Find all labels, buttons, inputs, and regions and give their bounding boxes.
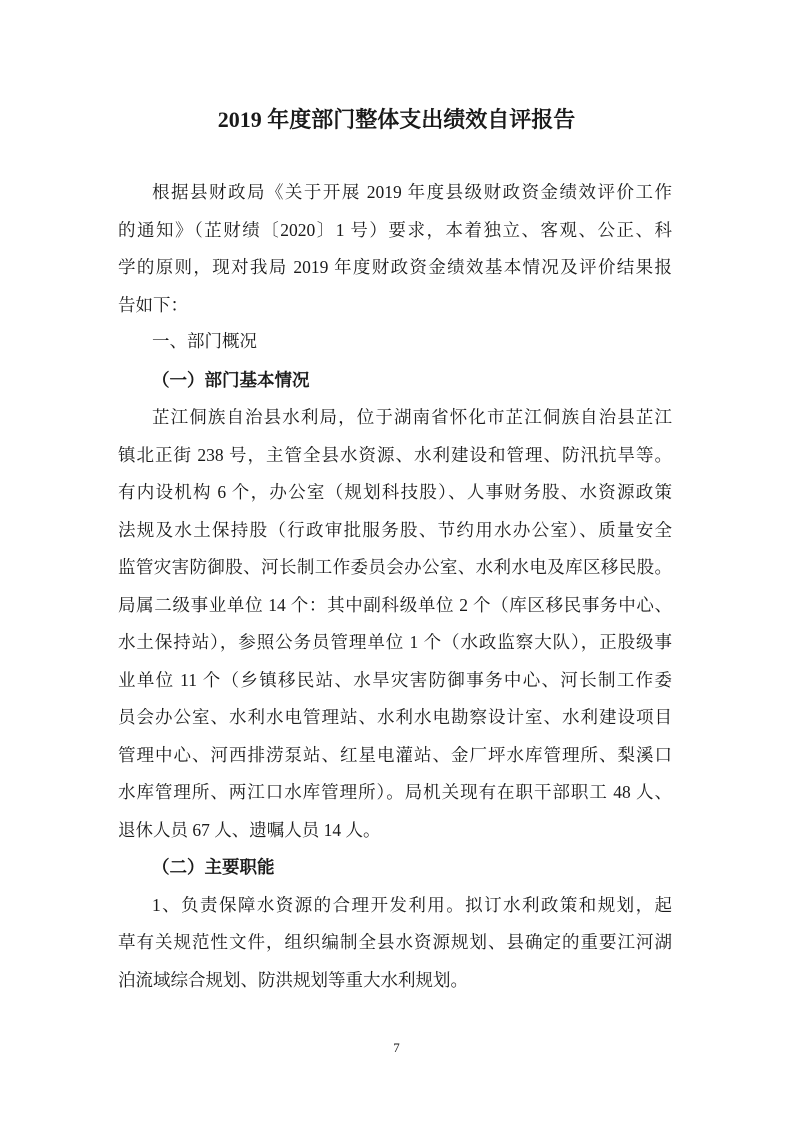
text-line: 的通知》（芷财绩〔2020〕1 号）要求，本着独立、客观、公正、科 [118,219,672,240]
page-number: 7 [393,1040,400,1055]
document-body [118,174,672,999]
text-line: 退休人员 67 人、遗嘱人员 14 人。 [118,819,381,840]
text-line: 泊流域综合规划、防洪规划等重大水利规划。 [118,969,468,990]
text-line: 学的原则，现对我局 2019 年度财政资金绩效基本情况及评价结果报 [118,257,672,277]
text-line: 芷江侗族自治县水利局，位于湖南省怀化市芷江侗族自治县芷江 [152,407,672,427]
text-line: 水土保持站），参照公务员管理单位 1 个（水政监察大队），正股级事 [118,632,672,652]
text-line: 员会办公室、水利水电管理站、水利水电勘察设计室、水利建设项目 [118,707,672,727]
text-line: 镇北正街 238 号，主管全县水资源、水利建设和管理、防汛抗旱等。 [118,444,672,465]
text-line: 监管灾害防御股、河长制工作委员会办公室、水利水电及库区移民股。 [118,557,672,577]
text-line: 法规及水土保持股（行政审批服务股、节约用水办公室）、质量安全 [118,519,672,540]
intro-paragraph [118,174,672,324]
subsection-heading: （二）主要职能 [152,857,275,877]
text-line: 水库管理所、两江口水库管理所）。局机关现有在职干部职工 48 人、 [118,782,672,802]
text-line: 管理中心、河西排涝泵站、红星电灌站、金厂坪水库管理所、梨溪口 [118,744,672,765]
section-heading: 一、部门概况 [152,332,257,352]
text-line: 业单位 11 个（乡镇移民站、水旱灾害防御事务中心、河长制工作委 [118,669,672,690]
text-line: 草有关规范性文件，组织编制全县水资源规划、县确定的重要江河湖 [118,932,672,952]
subsection-heading: （一）部门基本情况 [152,369,310,390]
text-line: 局属二级事业单位 14 个：其中副科级单位 2 个（库区移民事务中心、 [118,594,672,615]
department-overview-paragraph [118,399,672,849]
main-functions-paragraph [118,887,672,1000]
document-title: 2019 年度部门整体支出绩效自评报告 [217,107,576,132]
text-line: 根据县财政局《关于开展 2019 年度县级财政资金绩效评价工作 [152,182,672,202]
text-line: 告如下： [118,294,188,315]
text-line: 1、负责保障水资源的合理开发利用。拟订水利政策和规划，起 [152,894,672,915]
text-line: 有内设机构 6 个，办公室（规划科技股）、人事财务股、水资源政策 [118,482,672,502]
